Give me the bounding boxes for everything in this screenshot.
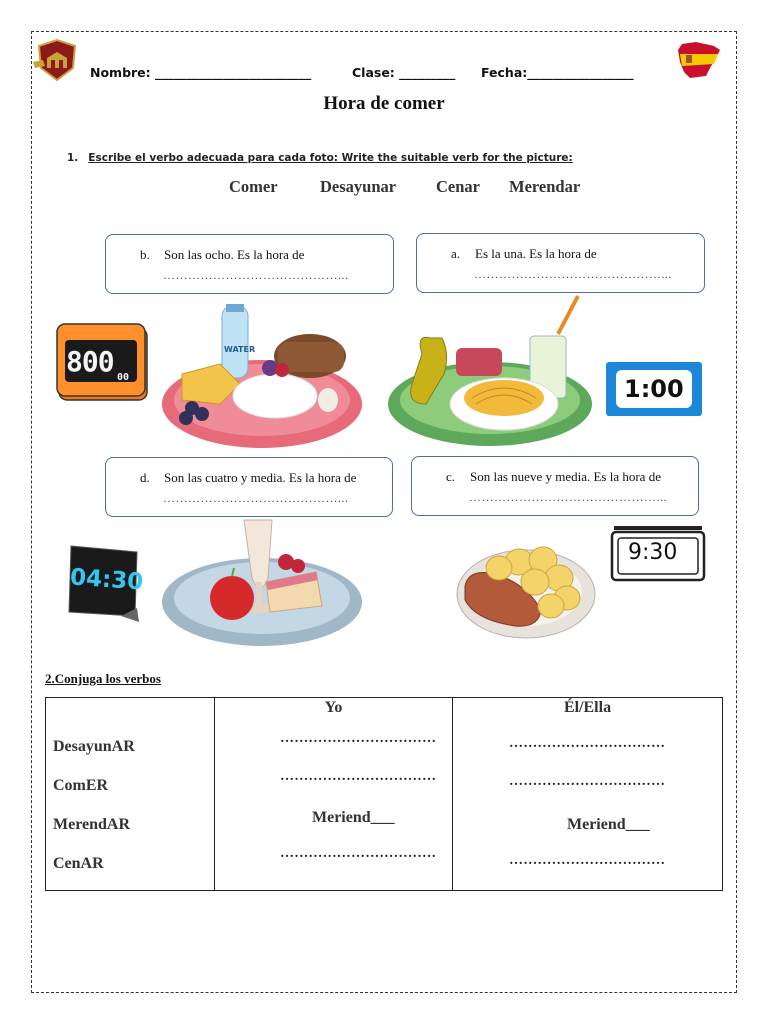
answer-blank[interactable]: ………………………………………...: [474, 267, 672, 281]
school-crest-icon: [33, 38, 81, 84]
question-text: Son las ocho. Es la hora de: [164, 247, 305, 262]
column-header-yo: Yo: [324, 699, 343, 716]
spain-map-flag-icon: [676, 40, 722, 80]
column-header-el-ella: Él/Ella: [563, 699, 612, 716]
question-text: Son las nueve y media. Es la hora de: [470, 469, 661, 484]
page-title: Hora de comer: [323, 93, 445, 114]
conjugation-table: [45, 697, 723, 891]
fecha-field[interactable]: Fecha:_________________: [481, 65, 634, 80]
verb-comer: ComER: [53, 777, 109, 794]
word-bank-item: Desayunar: [320, 177, 397, 196]
clock-digits-800: 800: [66, 345, 114, 378]
answer-blank-yo-comer[interactable]: ……………………………: [280, 769, 437, 784]
question-box-a[interactable]: [416, 233, 705, 293]
snack-plate-illustration: [160, 518, 365, 648]
dinner-plate-illustration: [455, 540, 597, 640]
answer-blank[interactable]: ………………………………………...: [469, 490, 667, 504]
word-bank-item: Comer: [229, 177, 278, 196]
verbs-column: [46, 698, 215, 891]
question-letter: d.: [140, 470, 150, 485]
question-box-c[interactable]: [411, 456, 699, 516]
verb-desayunar: DesayunAR: [53, 738, 135, 755]
clock-seconds-800: 00: [117, 372, 130, 383]
answer-blank[interactable]: ……………………………………...: [163, 491, 349, 505]
word-bank-item: Cenar: [436, 177, 480, 196]
answer-blank-el-comer[interactable]: ……………………………: [509, 774, 666, 789]
clock-digits-930: 9:30: [628, 540, 678, 565]
breakfast-plate-illustration: [160, 304, 365, 450]
clock-digits-100: 1:00: [624, 375, 684, 403]
word-bank-item: Merendar: [509, 177, 581, 196]
question-box-d[interactable]: [105, 457, 393, 517]
question-letter: c.: [446, 469, 456, 484]
answer-blank-el-merendar[interactable]: Meriend___: [567, 816, 650, 833]
lunch-plate-illustration: [386, 294, 594, 448]
answer-blank-el-cenar[interactable]: ……………………………: [509, 853, 666, 868]
answer-blank-el-desayunar[interactable]: ……………………………: [509, 736, 666, 751]
question-letter: a.: [451, 246, 461, 261]
answer-blank[interactable]: ……………………………………...: [163, 268, 349, 282]
water-bottle-label: WATER: [224, 345, 256, 354]
verb-merendar: MerendAR: [53, 816, 131, 833]
exercise-1-text: Escribe el verbo adecuada para cada foto: Write the suitable verb for the picture:: [88, 152, 573, 164]
exercise-2-title: 2.Conjuga los verbos: [45, 671, 161, 686]
question-letter: b.: [140, 247, 150, 262]
nombre-field[interactable]: Nombre: _________________________: [90, 65, 312, 80]
yo-column: [215, 698, 453, 891]
exercise-1-instruction: [67, 152, 573, 164]
answer-blank-yo-cenar[interactable]: ……………………………: [280, 846, 437, 861]
el-ella-column: [453, 698, 723, 891]
question-text: Es la una. Es la hora de: [475, 246, 597, 261]
answer-blank-yo-desayunar[interactable]: ……………………………: [280, 731, 437, 746]
clase-field[interactable]: Clase: _________: [352, 65, 456, 80]
clock-digits-0430: 04:30: [69, 564, 145, 596]
exercise-1-number: 1.: [67, 152, 79, 164]
answer-blank-yo-merendar[interactable]: Meriend___: [312, 809, 395, 826]
verb-cenar: CenAR: [53, 855, 104, 872]
question-text: Son las cuatro y media. Es la hora de: [164, 470, 357, 485]
question-box-b[interactable]: [105, 234, 394, 294]
